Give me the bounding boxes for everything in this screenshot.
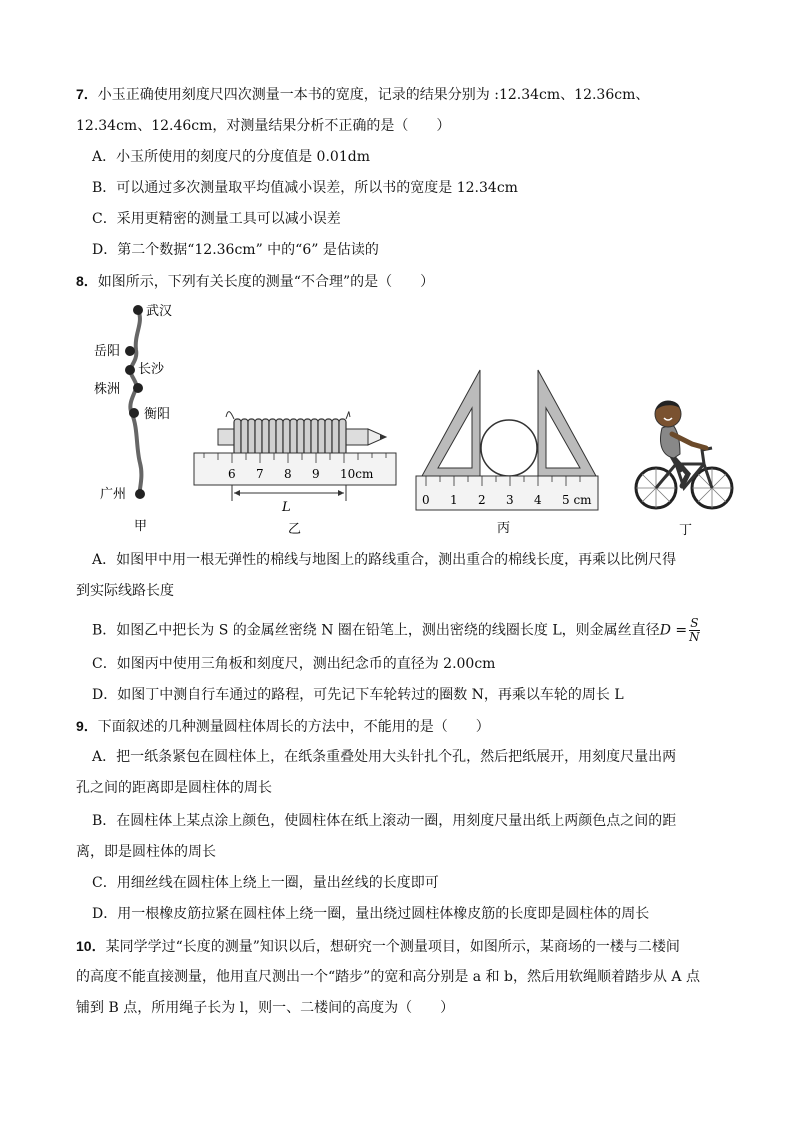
caption-bing: 丙 [497,521,511,536]
q7-option-b: B．可以通过多次测量取平均值减小误差，所以书的宽度是 12.34cm [92,180,518,196]
q8-option-a-line1: A．如图甲中用一根无弹性的棉线与地图上的路线重合，测出重合的棉线长度，再乘以比例尺得 [92,552,677,568]
ruler-yi-tick-8: 8 [284,467,292,481]
coil-windings [234,419,346,455]
q7-stem-text: 小玉正确使用刻度尺四次测量一本书的宽度，记录的结果分别为 :12.34cm、12.36cm、 [97,87,650,103]
formula-lhs: D = [659,622,688,639]
city-label-yueyang: 岳阳 [94,344,121,359]
figure-bing-coin [412,368,602,538]
q9-option-a-line2: 孔之间的距离即是圆柱体的周长 [76,780,272,796]
route-line [130,310,141,494]
city-label-zhuzhou: 株洲 [94,382,121,397]
ruler-yi-tick-7: 7 [256,467,264,481]
q7-stem-line1 [76,84,649,105]
q9-option-b-line1: B．在圆柱体上某点涂上颜色，使圆柱体在纸上滚动一圈，用刻度尺量出纸上两颜色点之间的距 [92,813,677,829]
caption-ding: 丁 [679,523,693,538]
city-dot-wuhan [133,305,143,315]
formula-numerator: S [690,616,699,630]
ruler-bing-tick-1: 1 [450,493,458,507]
city-dot-zhuzhou [133,383,143,393]
q7-option-c: C．采用更精密的测量工具可以减小误差 [92,211,341,227]
q7-option-d: D．第二个数据“12.36cm” 中的“6” 是估读的 [92,242,379,258]
coin [481,420,537,476]
ruler-bing-tick-3: 3 [506,493,514,507]
q8-option-b-text: B．如图乙中把长为 S 的金属丝密绕 N 圈在铅笔上，测出密绕的线圈长度 L，则金属丝直径 [92,622,660,639]
q9-option-b-line2: 离，即是圆柱体的周长 [76,844,216,860]
ruler-yi-tick-9: 9 [312,467,320,481]
formula-denominator: N [689,630,700,644]
ruler-bing-tick-0: 0 [422,493,430,507]
q9-number: 9． [76,718,98,734]
q8-option-c: C．如图丙中使用三角板和刻度尺，测出纪念币的直径为 2.00cm [92,656,496,672]
city-label-wuhan: 武汉 [146,304,173,319]
q9-option-a-line1: A．把一纸条紧包在圆柱体上，在纸条重叠处用大头针扎个孔，然后把纸展开，用刻度尺量出两 [92,749,677,765]
q8-option-d: D．如图丁中测自行车通过的路程，可先记下车轮转过的圈数 N，再乘以车轮的周长 L [92,687,624,703]
q8-option-b [92,617,700,644]
ruler-bing-tick-5cm: 5 cm [562,493,592,507]
city-label-guangzhou: 广州 [100,487,127,502]
q9-stem-text: 下面叙述的几种测量圆柱体周长的方法中，不能用的是（ ） [97,719,490,735]
q7-option-a: A．小玉所使用的刻度尺的分度值是 0.01dm [92,149,370,165]
ruler-yi-tick-6: 6 [228,467,236,481]
city-label-hengyang: 衡阳 [144,407,171,422]
q8-stem [76,271,434,292]
city-dot-hengyang [129,408,139,418]
ruler-bing-tick-4: 4 [534,493,542,507]
ruler-bing-tick-2: 2 [478,493,486,507]
city-dot-changsha [125,365,135,375]
q10-line2: 的高度不能直接测量，他用直尺测出一个“踏步”的宽和高分别是 a 和 b，然后用软绳顺着踏步从 A 点 [76,969,700,985]
caption-jia: 甲 [134,519,148,534]
length-label-L: L [282,500,291,515]
rider-body [661,424,681,458]
figure-jia-map [88,298,188,538]
q7-stem-line2: 12.34cm、12.46cm，对测量结果分析不正确的是（ ） [76,118,451,134]
figure-yi-coil [190,405,400,535]
q8-option-a-line2: 到实际线路长度 [76,583,174,599]
q10-line1 [76,936,680,957]
q10-line3: 铺到 B 点，所用绳子长为 l，则一、二楼间的高度为（ ） [76,1000,455,1016]
q9-option-d: D．用一根橡皮筋拉紧在圆柱体上绕一圈，量出绕过圆柱体橡皮筋的长度即是圆柱体的周长 [92,906,650,922]
q8-stem-text: 如图所示，下列有关长度的测量“不合理”的是（ ） [97,274,435,290]
q10-line1-text: 某同学学过“长度的测量”知识以后，想研究一个测量项目，如图所示，某商场的一楼与二楼间 [105,939,680,955]
city-label-changsha: 长沙 [138,362,165,377]
formula-fraction [689,617,700,644]
q10-number: 10． [76,938,106,954]
q7-number: 7． [76,86,98,102]
city-dot-guangzhou [135,489,145,499]
q8-number: 8． [76,273,98,289]
city-dot-yueyang [125,346,135,356]
q9-stem [76,716,490,737]
caption-yi: 乙 [288,522,302,535]
ruler-yi-tick-10cm: 10cm [340,467,374,481]
figure-ding-bicycle [632,394,736,538]
q9-option-c: C．用细丝线在圆柱体上绕上一圈，量出丝线的长度即可 [92,875,439,891]
